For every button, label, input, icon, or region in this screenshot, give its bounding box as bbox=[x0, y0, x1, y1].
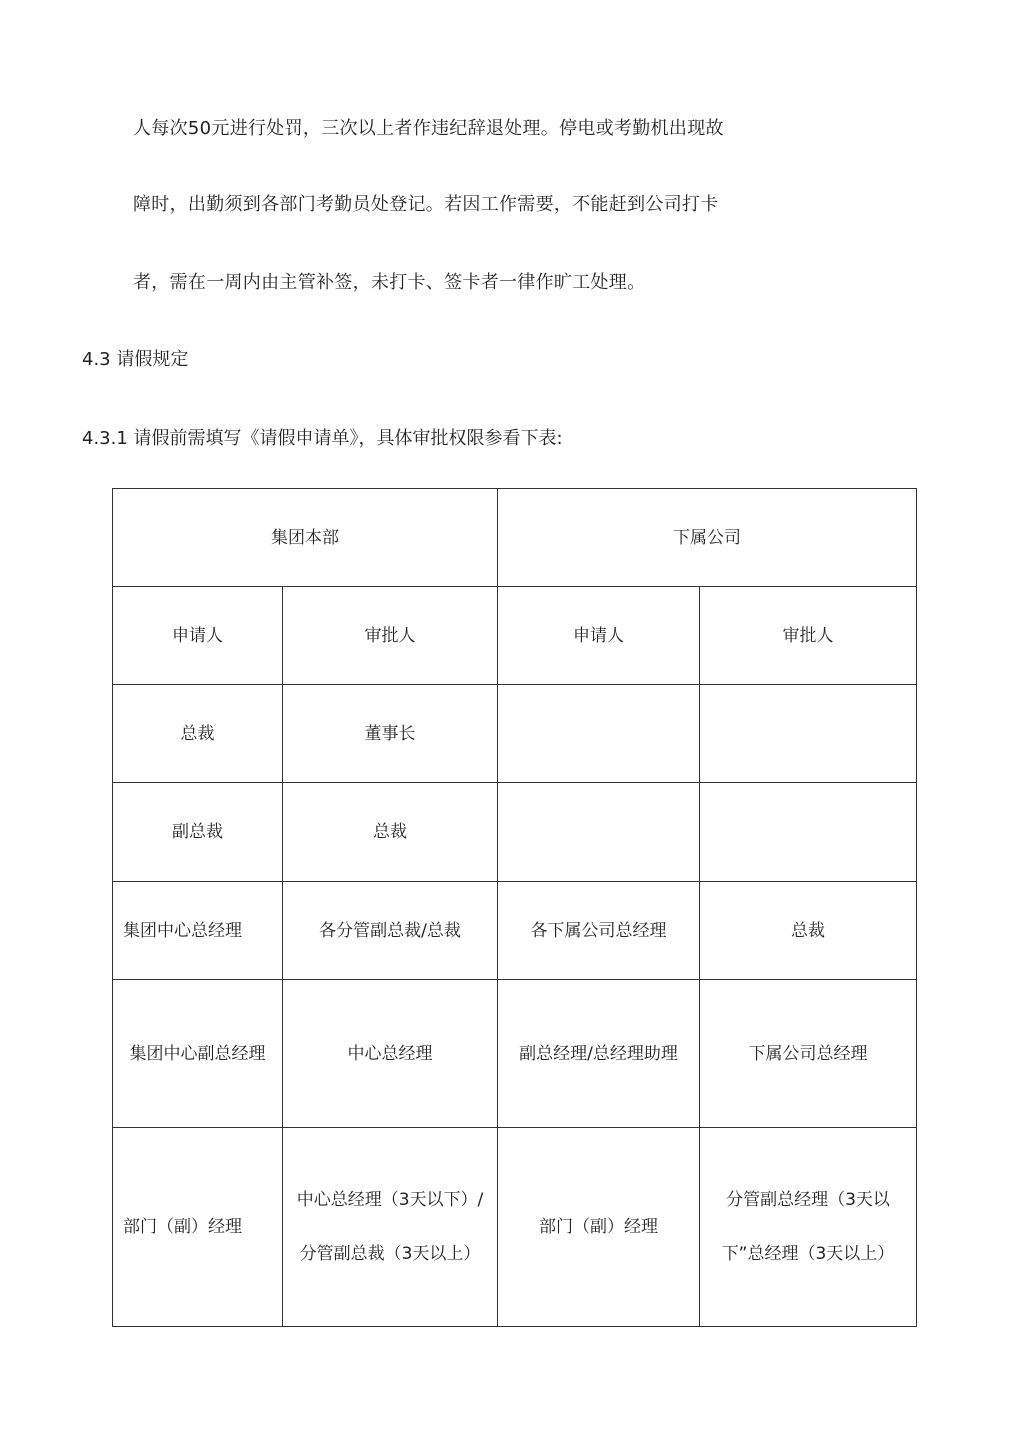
table-cell: 副总经理/总经理助理 bbox=[498, 980, 700, 1128]
table-cell: 各分管副总裁/总裁 bbox=[283, 882, 498, 980]
table-cell: 部门（副）经理 bbox=[113, 1128, 283, 1327]
table-cell: 中心总经理（3天以下）/分管副总裁（3天以上） bbox=[283, 1128, 498, 1327]
table-cell: 下属公司总经理 bbox=[700, 980, 917, 1128]
table-cell: 中心总经理 bbox=[283, 980, 498, 1128]
table-row bbox=[113, 882, 917, 980]
table-cell: 分管副总经理（3天以下”总经理（3天以上） bbox=[700, 1128, 917, 1327]
column-header-applicant: 申请人 bbox=[113, 587, 283, 685]
table-column-header-row bbox=[113, 587, 917, 685]
group-header-headquarters: 集团本部 bbox=[113, 489, 498, 587]
table-group-header-row bbox=[113, 489, 917, 587]
table-cell: 总裁 bbox=[113, 685, 283, 783]
table-cell bbox=[700, 685, 917, 783]
table-cell bbox=[498, 783, 700, 882]
table-cell bbox=[498, 685, 700, 783]
column-header-approver: 审批人 bbox=[283, 587, 498, 685]
table-cell bbox=[700, 783, 917, 882]
table-cell: 集团中心总经理 bbox=[113, 882, 283, 980]
table-cell: 集团中心副总经理 bbox=[113, 980, 283, 1128]
table-cell: 总裁 bbox=[700, 882, 917, 980]
table-row bbox=[113, 1128, 917, 1327]
paragraph-line-3: 者，需在一周内由主管补签，未打卡、签卡者一律作旷工处理。 bbox=[133, 272, 646, 293]
paragraph-line-2: 障时，出勤须到各部门考勤员处登记。若因工作需要，不能赶到公司打卡 bbox=[133, 194, 719, 215]
table-row bbox=[113, 980, 917, 1128]
column-header-applicant: 申请人 bbox=[498, 587, 700, 685]
table-cell: 副总裁 bbox=[113, 783, 283, 882]
group-header-subsidiaries: 下属公司 bbox=[498, 489, 917, 587]
approval-authority-table bbox=[112, 488, 917, 1327]
table-row bbox=[113, 783, 917, 882]
table-cell: 董事长 bbox=[283, 685, 498, 783]
paragraph-line-1: 人每次50元进行处罚，三次以上者作违纪辞退处理。停电或考勤机出现故 bbox=[133, 118, 724, 139]
table-cell: 总裁 bbox=[283, 783, 498, 882]
table-cell: 部门（副）经理 bbox=[498, 1128, 700, 1327]
section-title: 4.3 请假规定 bbox=[82, 349, 189, 370]
table-row bbox=[113, 685, 917, 783]
table-cell: 各下属公司总经理 bbox=[498, 882, 700, 980]
column-header-approver: 审批人 bbox=[700, 587, 917, 685]
subsection-title: 4.3.1 请假前需填写《请假申请单》，具体审批权限参看下表: bbox=[82, 428, 563, 449]
